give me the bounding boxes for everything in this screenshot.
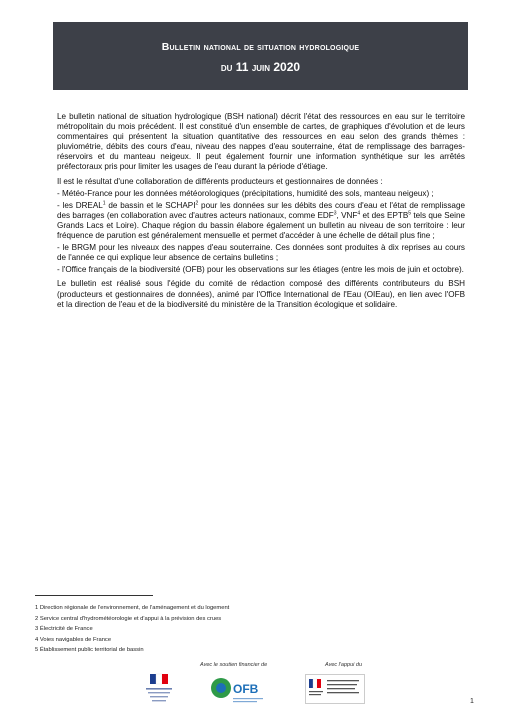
footnote-ref-4: 4 xyxy=(357,210,361,217)
body-text xyxy=(57,112,465,314)
footnote-1: 1 Direction régionale de l'environnement, de l'aménagement et du logement xyxy=(35,605,230,611)
footnote-ref-2: 2 xyxy=(195,200,199,207)
bulletin-title: Bulletin national de situation hydrologique xyxy=(161,41,360,53)
footnote-3: 3 Électricité de France xyxy=(35,626,93,633)
ministry-logo xyxy=(140,672,178,716)
footnote-ref-3: 3 xyxy=(333,210,337,217)
list-item-ofb: - l'Office français de la biodiversité (OFB) pour les observations sur les étiages (entre les mois de juin et octobre). xyxy=(57,265,464,275)
list-item-brgm: - le BRGM pour les niveaux des nappes d'eau souterraine. Ces données sont produites à dix reprises au cours de l'année ce qui explique leur absence de certains bulletins ; xyxy=(57,243,465,263)
list-item-dreal-schapi: - les DREAL$^1$ de bassin et le SCHAPI$^2$ pour les données sur les débits des cours d'eau et l'état de remplissage des barrages (en collaboration avec d'autres acteurs nationaux, comme EDF$^3$, VNF$^4$ et des EPTB$^5$ tels que Seine Grands Lacs et Loire). Chaque région du bassin élabore également un bulletin au niveau de son territoire : leur fréquence de parution est généralement mensuelle et permet d'accéder à une échelle de détail plus fine ; xyxy=(57,200,465,241)
appui-caption: Avec l'appui du xyxy=(325,662,363,668)
paragraph-collaboration: Il est le résultat d'une collaboration de différents producteurs et gestionnaires de données : xyxy=(57,176,383,186)
footnote-separator xyxy=(35,595,153,596)
title-banner xyxy=(53,22,468,90)
support-caption: Avec le soutien financier de xyxy=(200,662,268,668)
republique-francaise-logo xyxy=(305,674,365,704)
ofb-logo xyxy=(210,674,266,708)
footnote-4: 4 Voies navigables de France xyxy=(35,636,112,643)
footnote-ref-5: 5 xyxy=(408,210,412,217)
paragraph-intro: Le bulletin national de situation hydrologique (BSH national) décrit l'état des ressources en eau sur le territoire métropolitain du mois précédent. Il est constitué d'un ensemble de cartes, de graphiques d'évolution et de leurs commentaires qui présentent la situation quantitative des ressources en eau selon des grands thèmes : pluviométrie, débits des cours d'eau, niveau des nappes d'eau souterraine, état de remplissage des barrages-réservoirs et du manteau neigeux. Il peut également fournir une information synthétique sur les arrêtés préfectoraux pris pour limiter les usages de l'eau durant la période d'étiage. xyxy=(57,112,465,172)
page-number: 1 xyxy=(470,698,474,705)
footnotes xyxy=(35,603,455,656)
footnote-2: 2 Service central d'hydrométéorologie et d'appui à la prévision des crues xyxy=(35,615,222,622)
ofb-logo-text: OFB xyxy=(233,682,259,696)
footnote-5: 5 Établissement public territorial de bassin xyxy=(35,647,144,654)
paragraph-comite: Le bulletin est réalisé sous l'égide du comité de rédaction composé des différents contributeurs du BSH (producteurs et gestionnaires de données), animé par l'Office International de l'Eau (OIEau), en lien avec l'OFB et la direction de l'eau et de la biodiversité du ministère de la Transition écologique et solidaire. xyxy=(57,279,465,309)
partner-logos xyxy=(0,662,522,722)
footnote-ref-1: 1 xyxy=(102,200,106,207)
bulletin-date: du 11 juin 2020 xyxy=(220,60,301,74)
list-item-meteo-france: - Météo-France pour les données météorologiques (précipitations, humidité des sols, manteau neigeux) ; xyxy=(57,188,434,198)
